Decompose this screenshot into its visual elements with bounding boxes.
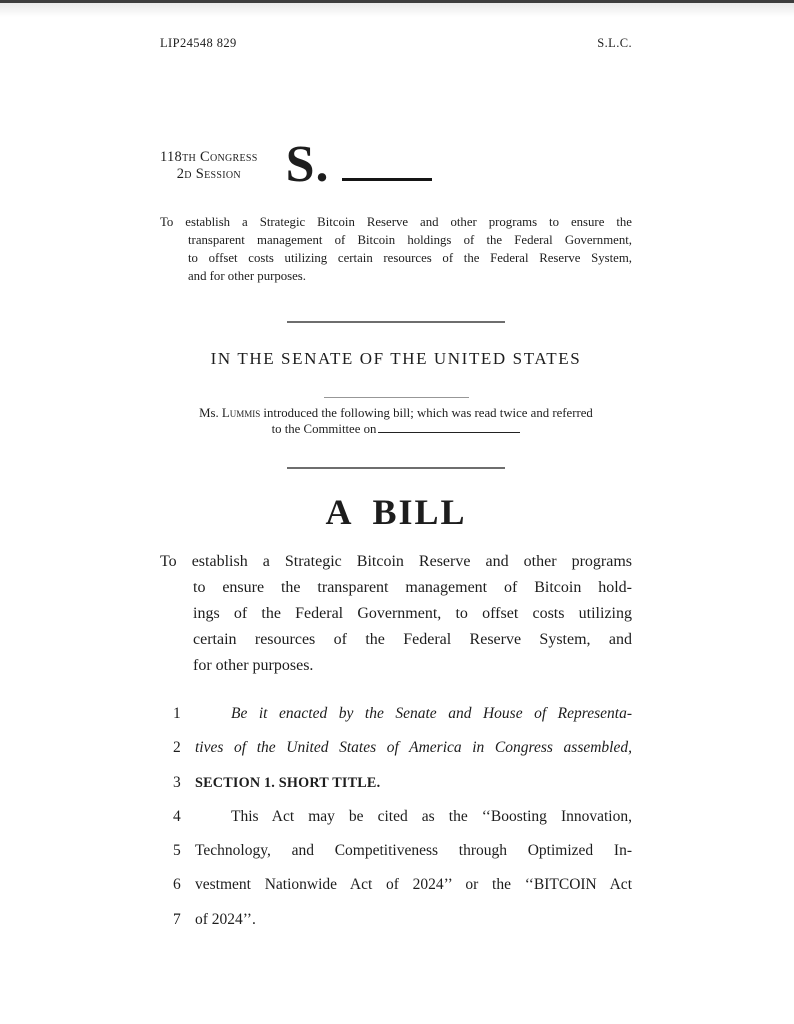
section-text: Technology, and Competitiveness through Optimized In- xyxy=(195,842,632,860)
body-line xyxy=(160,766,632,800)
body-line xyxy=(160,834,632,868)
bill-number-blank xyxy=(342,178,432,181)
line-number: 2 xyxy=(173,739,181,757)
section-text: vestment Nationwide Act of 2024’’ or the ‘‘BITCOIN Act xyxy=(195,876,632,894)
preamble-line: transparent management of Bitcoin holdings of the Federal Government, xyxy=(188,233,632,247)
preamble-line: and for other purposes. xyxy=(188,269,306,283)
preamble-line: To establish a Strategic Bitcoin Reserve and other programs to ensure the xyxy=(160,215,632,229)
office-code: S.L.C. xyxy=(597,36,632,50)
introduced-line-1 xyxy=(160,405,632,421)
line-number: 6 xyxy=(173,876,181,894)
section-text: This Act may be cited as the ‘‘Boosting Innovation, xyxy=(231,807,632,825)
bill-number-prefix: S. xyxy=(285,136,330,193)
introduced-line-2 xyxy=(160,421,632,437)
small-separator-rule xyxy=(324,397,469,398)
sponsor-prefix: Ms. xyxy=(199,406,222,420)
enacting-clause: Be it enacted by the Senate and House of Representa- xyxy=(231,705,632,722)
introduced-statement xyxy=(160,405,632,437)
line-number: 7 xyxy=(173,910,181,928)
committee-text: to the Committee on xyxy=(271,422,377,436)
sponsor-name: Lummis xyxy=(221,406,261,420)
congress-number: 118th Congress xyxy=(160,149,258,165)
body-line xyxy=(160,800,632,834)
bill-purpose-line: for other purposes. xyxy=(193,657,314,674)
bill-title: A BILL xyxy=(325,492,467,532)
document-content xyxy=(160,0,632,937)
separator-rule xyxy=(287,467,505,469)
line-number: 3 xyxy=(173,773,181,791)
section-text: of 2024’’. xyxy=(195,910,256,928)
body-line xyxy=(160,868,632,902)
introduced-text: introduced the following bill; which was read twice and referred xyxy=(260,406,593,420)
separator-rule xyxy=(287,321,505,323)
bill-caption xyxy=(160,136,632,193)
body-line xyxy=(160,697,632,731)
congress-session-block xyxy=(160,149,258,183)
body-line xyxy=(160,731,632,765)
enacting-clause: tives of the United States of America in Congress assembled, xyxy=(195,739,632,757)
bill-body xyxy=(160,697,632,937)
line-number: 1 xyxy=(173,705,181,722)
document-header xyxy=(160,36,632,51)
bill-purpose-line: To establish a Strategic Bitcoin Reserve and other programs xyxy=(160,553,632,570)
committee-blank xyxy=(378,432,520,433)
preamble-line: to offset costs utilizing certain resources of the Federal Reserve System, xyxy=(188,251,632,265)
bill-purpose-line: certain resources of the Federal Reserve System, and xyxy=(193,631,632,648)
doc-code: LIP24548 829 xyxy=(160,36,237,50)
preamble xyxy=(160,213,632,285)
line-number: 4 xyxy=(173,807,181,825)
bill-purpose-line: ings of the Federal Government, to offset costs utilizing xyxy=(193,605,632,622)
line-number: 5 xyxy=(173,842,181,860)
bill-purpose-line: to ensure the transparent management of Bitcoin hold- xyxy=(193,579,632,596)
section-heading: SECTION 1. SHORT TITLE. xyxy=(195,774,381,791)
session-number: 2d Session xyxy=(176,166,241,182)
bill-number-group xyxy=(285,136,432,193)
body-line xyxy=(160,903,632,937)
senate-heading: IN THE SENATE OF THE UNITED STATES xyxy=(210,349,582,368)
bill-purpose xyxy=(160,549,632,679)
